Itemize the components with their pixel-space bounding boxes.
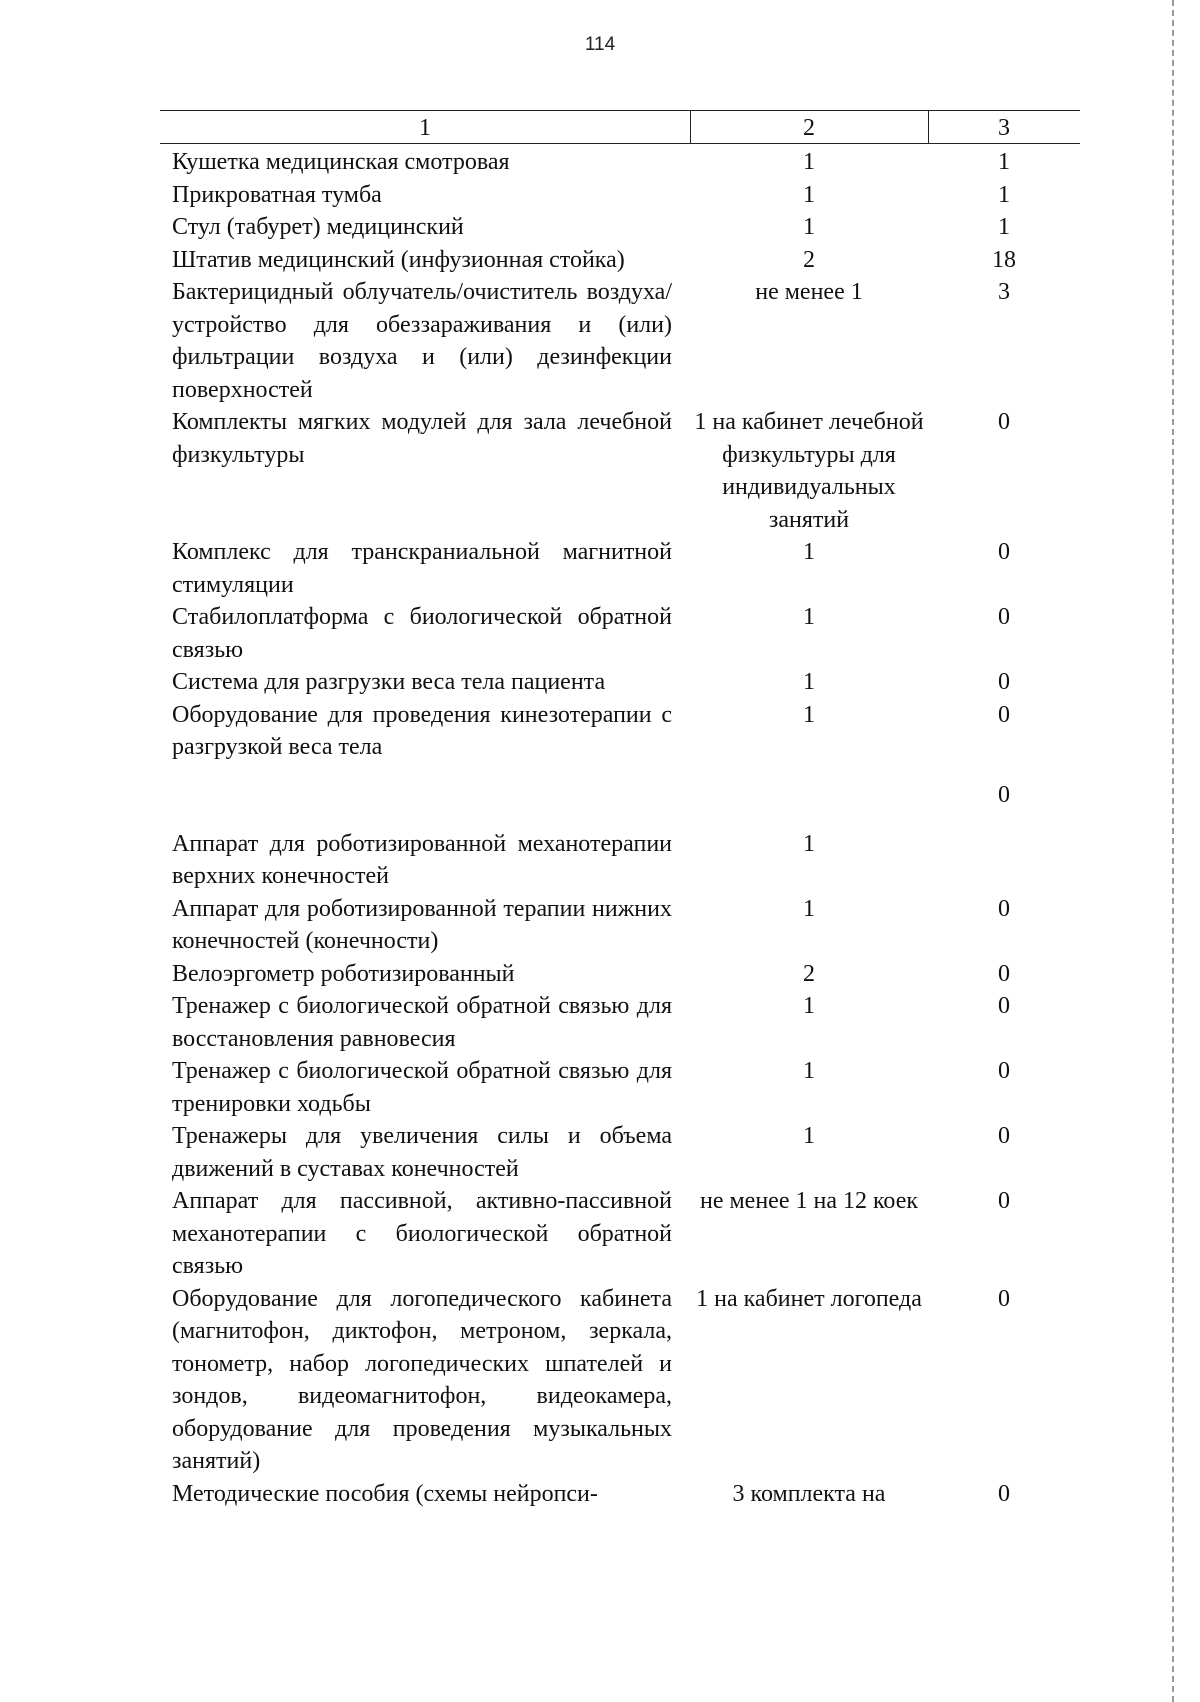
available-quantity: 0 xyxy=(998,1123,1010,1149)
required-quantity: 1 xyxy=(803,1058,815,1084)
table-row xyxy=(160,179,1080,212)
available-quantity: 0 xyxy=(998,701,1010,728)
table-row xyxy=(160,536,1080,601)
equipment-name: Стул (табурет) медицинский xyxy=(172,214,464,240)
table-row xyxy=(160,958,1080,991)
required-quantity: 2 xyxy=(803,960,815,987)
available-quantity: 0 xyxy=(998,1285,1010,1312)
available-quantity: 1 xyxy=(998,149,1010,175)
equipment-name: Тренажеры для увеличения силы и объема движений в суставах конечностей xyxy=(172,1123,672,1182)
available-quantity: 0 xyxy=(998,960,1010,987)
table-row xyxy=(160,244,1080,277)
available-quantity: 0 xyxy=(998,782,1010,809)
required-quantity: 1 xyxy=(803,895,815,922)
equipment-name: Тренажер с биологической обратной связью для восстановления равновесия xyxy=(172,993,672,1052)
available-quantity: 1 xyxy=(998,214,1010,240)
required-quantity: 1 на кабинет логопеда xyxy=(696,1285,922,1312)
equipment-name: Аппарат для роботизированной терапии нижних конечностей (конечности) xyxy=(172,895,672,954)
header-col-3: 3 xyxy=(998,115,1010,141)
required-quantity: 2 xyxy=(803,246,815,273)
equipment-name: Кушетка медицинская смотровая xyxy=(172,149,510,175)
table-body xyxy=(160,146,1080,1510)
table-row xyxy=(160,1478,1080,1511)
table-row xyxy=(160,666,1080,699)
equipment-name: Комплекты мягких модулей для зала лечебной физкультуры xyxy=(172,409,672,468)
equipment-name: Аппарат для пассивной, активно-пассивной механотерапии с биологической обратной связью xyxy=(172,1188,672,1279)
available-quantity: 0 xyxy=(998,993,1010,1019)
available-quantity: 0 xyxy=(998,539,1010,565)
required-quantity: 1 xyxy=(803,214,815,240)
available-quantity: 0 xyxy=(998,1058,1010,1084)
equipment-name: Система для разгрузки веса тела пациента xyxy=(172,669,606,695)
table-row xyxy=(160,1120,1080,1185)
page-number: 114 xyxy=(584,34,616,55)
scan-edge-line xyxy=(1172,0,1174,1702)
required-quantity: не менее 1 xyxy=(755,279,863,305)
table-row xyxy=(160,699,1080,764)
equipment-name: Велоэргометр роботизированный xyxy=(172,960,515,987)
equipment-name: Штатив медицинский (инфузионная стойка) xyxy=(172,246,625,273)
required-quantity: 1 xyxy=(803,149,815,175)
required-quantity: 1 xyxy=(803,701,815,728)
header-bottom-rule xyxy=(160,143,1080,144)
required-quantity: 3 комплекта на xyxy=(732,1480,886,1507)
required-quantity: не менее 1 на 12 коек xyxy=(699,1188,919,1214)
header-top-rule xyxy=(160,110,1080,111)
required-quantity: 1 xyxy=(803,181,815,208)
available-quantity: 18 xyxy=(992,246,1016,273)
required-quantity: 1 xyxy=(803,830,815,857)
table-row xyxy=(160,1055,1080,1120)
available-quantity: 0 xyxy=(998,1480,1010,1507)
required-quantity: 1 xyxy=(803,993,815,1019)
table-row xyxy=(160,1185,1080,1283)
required-quantity: 1 xyxy=(803,539,815,565)
table-row xyxy=(160,828,1080,893)
table-row xyxy=(160,406,1080,536)
header-col-2: 2 xyxy=(803,115,815,141)
required-quantity: 1 xyxy=(803,604,815,630)
required-quantity: 1 на кабинет лечебной физкультуры для индивидуальных занятий xyxy=(694,409,924,533)
table-row xyxy=(160,601,1080,666)
equipment-name: Оборудование для проведения кинезотерапии с разгрузкой веса тела xyxy=(172,701,672,760)
available-quantity: 0 xyxy=(998,409,1010,435)
table-row xyxy=(160,211,1080,244)
available-quantity: 0 xyxy=(998,669,1010,695)
available-quantity: 1 xyxy=(998,181,1010,208)
table-row xyxy=(160,146,1080,179)
equipment-name: Стабилоплатформа с биологической обратной связью xyxy=(172,604,672,663)
header-col-1: 1 xyxy=(419,115,431,141)
table-row xyxy=(160,990,1080,1055)
table-row xyxy=(160,893,1080,958)
table-row xyxy=(160,276,1080,406)
required-quantity: 1 xyxy=(803,1123,815,1149)
equipment-name: Прикроватная тумба xyxy=(172,181,382,208)
equipment-name: Оборудование для логопедического кабинета (магнитофон, диктофон, метроном, зеркала, тонометр, набор логопедических шпателей и зондов, видеомагнитофон, видеокамера, оборудование для проведения музыкальных занятий) xyxy=(172,1285,672,1474)
equipment-name: Методические пособия (схемы нейропси- xyxy=(172,1480,598,1507)
available-quantity: 0 xyxy=(998,895,1010,922)
equipment-name: Аппарат для роботизированной механотерапии верхних конечностей xyxy=(172,830,672,889)
equipment-name: Бактерицидный облучатель/очиститель воздуха/устройство для обеззараживания и (или) фильтрации воздуха и (или) дезинфекции поверхностей xyxy=(172,279,672,403)
available-quantity: 3 xyxy=(998,279,1010,305)
available-quantity: 0 xyxy=(998,604,1010,630)
table-row xyxy=(160,1283,1080,1478)
available-quantity xyxy=(928,828,1080,893)
required-quantity: 1 xyxy=(803,669,815,695)
available-quantity: 0 xyxy=(998,1188,1010,1214)
table-row xyxy=(160,764,1080,828)
equipment-name: Тренажер с биологической обратной связью для тренировки ходьбы xyxy=(172,1058,672,1117)
equipment-name: Комплекс для транскраниальной магнитной стимуляции xyxy=(172,539,672,598)
